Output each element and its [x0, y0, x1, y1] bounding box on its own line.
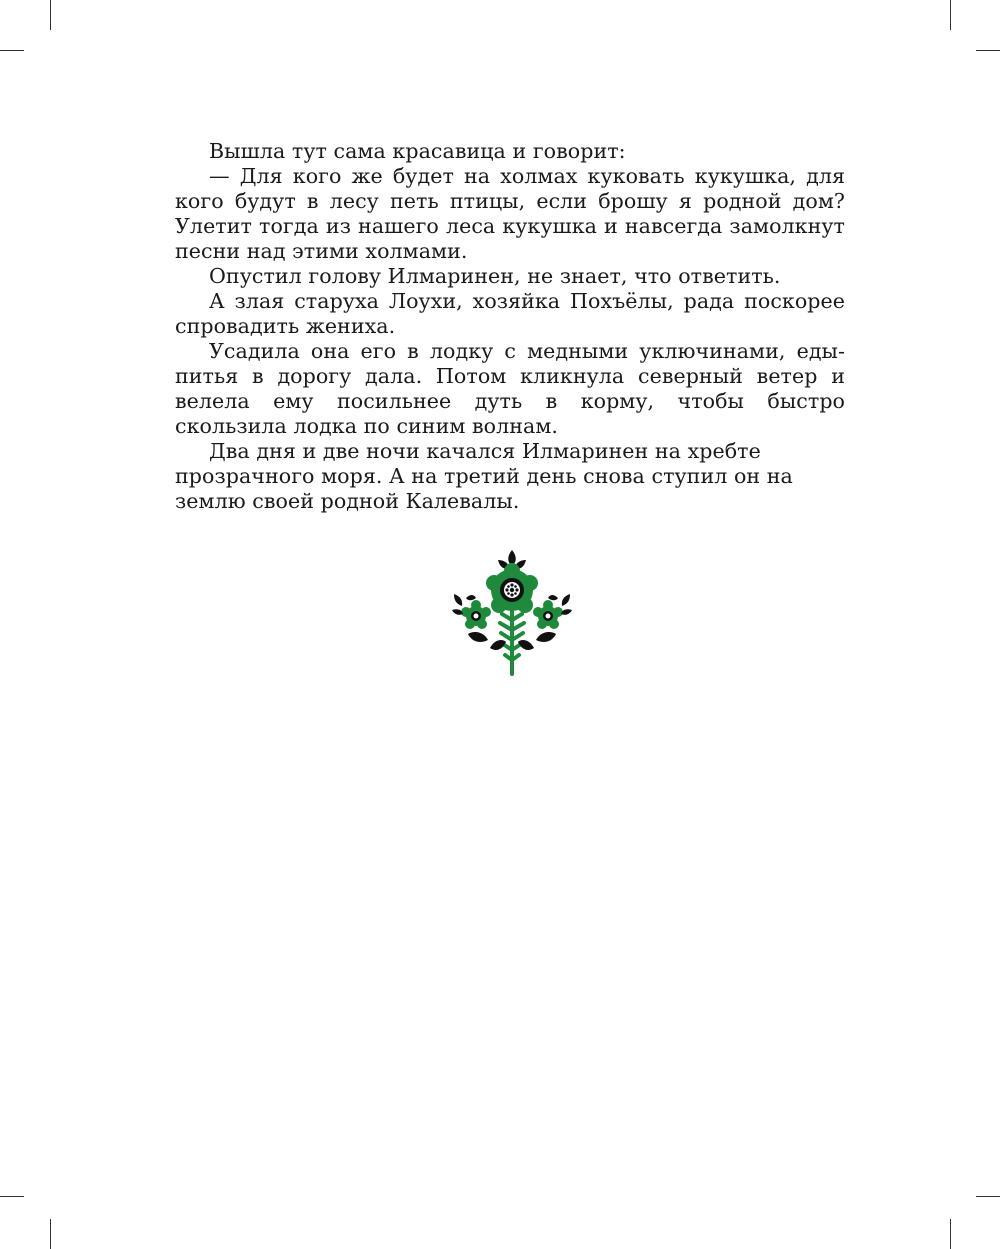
crop-mark-bottom-right — [950, 1219, 951, 1249]
paragraph: Два дня и две ночи качался Илмаринен на хребте прозрачного моря. А на третий день снова ступил он на землю своей родной Калевалы. — [175, 439, 793, 513]
crop-mark-right-top — [976, 50, 1000, 51]
paragraph: Опустил голову Илмаринен, не знает, что ответить. — [209, 264, 781, 288]
right-flower — [533, 600, 563, 629]
paragraph: Усадила она его в лодку с медными уключинами, еды-питья в дорогу дала. Потом кликнула северный ветер и велела ему посильнее дуть в корму, чтобы быстро скользила лодка по синим волнам. — [175, 339, 845, 438]
crop-mark-top-right — [950, 0, 951, 30]
crop-mark-top-left — [50, 0, 51, 30]
center-flower — [486, 563, 538, 613]
paragraph: — Для кого же будет на холмах куковать кукушка, для кого будут в лесу петь птицы, если брошу я родной дом? Улетит тогда из нашего леса кукушка и навсегда замолкнут песни над этими холмами. — [175, 164, 845, 263]
left-flower — [461, 600, 491, 629]
paragraph: А злая старуха Лоухи, хозяйка Похъёлы, рада поскорее спровадить жениха. — [175, 289, 845, 338]
crop-mark-left-bottom — [0, 1196, 24, 1197]
body-text — [175, 139, 845, 514]
paragraph: Вышла тут сама красавица и говорит: — [209, 139, 626, 163]
crop-mark-right-bottom — [976, 1196, 1000, 1197]
crop-mark-bottom-left — [50, 1219, 51, 1249]
crop-mark-left-top — [0, 50, 24, 51]
folk-flower-ornament-icon — [450, 548, 574, 678]
